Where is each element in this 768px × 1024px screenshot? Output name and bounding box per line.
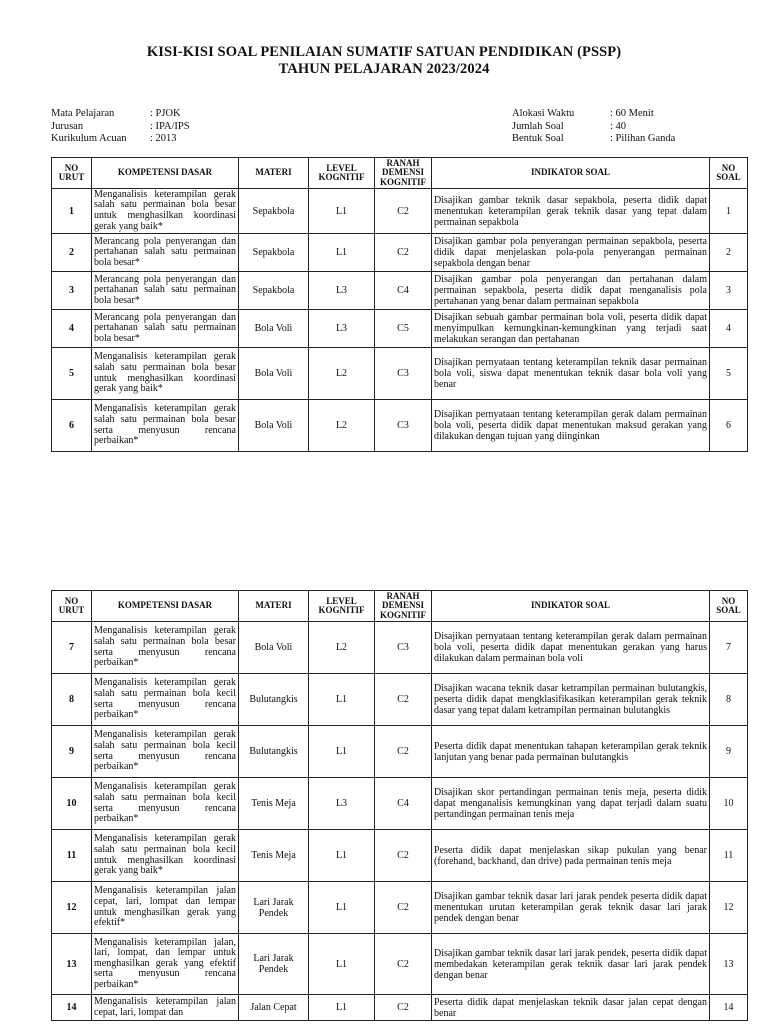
table-row — [52, 400, 748, 452]
indikator-soal: Peserta didik dapat menjelaskan teknik dasar jalan cepat dengan benar — [432, 995, 710, 1021]
level-kognitif: L2 — [309, 622, 375, 674]
materi: Tenis Meja — [239, 830, 309, 882]
table-row — [52, 310, 748, 348]
header-no-soal: NO SOAL — [710, 158, 748, 189]
header-level: LEVEL KOGNITIF — [309, 591, 375, 622]
row-number: 1 — [52, 189, 92, 234]
header-no-urut: NO URUT — [52, 158, 92, 189]
meta-row — [51, 133, 190, 146]
meta-label: Jumlah Soal — [512, 120, 564, 132]
row-number: 12 — [52, 882, 92, 934]
no-soal: 14 — [710, 995, 748, 1021]
level-kognitif: L1 — [309, 189, 375, 234]
indikator-soal: Peserta didik dapat menjelaskan sikap pukulan yang benar (forehand, backhand, dan drive) pada permainan tenis meja — [432, 830, 710, 882]
materi: Jalan Cepat — [239, 995, 309, 1021]
ranah-kognitif: C4 — [375, 272, 432, 310]
indikator-soal: Disajikan gambar teknik dasar lari jarak pendek peserta didik dapat menentukan urutan keterampilan gerak teknik dasar lari jarak pendek dengan benar — [432, 882, 710, 934]
ranah-kognitif: C2 — [375, 726, 432, 778]
row-number: 6 — [52, 400, 92, 452]
indikator-soal: Disajikan gambar teknik dasar sepakbola, peserta didik dapat menentukan keterampilan gerak teknik dasar yang tepat dalam permainan sepakbola — [432, 189, 710, 234]
header-kompetensi: KOMPETENSI DASAR — [92, 158, 239, 189]
meta-row — [51, 108, 190, 121]
materi: Bulutangkis — [239, 674, 309, 726]
table-row — [52, 882, 748, 934]
header-kompetensi: KOMPETENSI DASAR — [92, 591, 239, 622]
document-title: KISI-KISI SOAL PENILAIAN SUMATIF SATUAN PENDIDIKAN (PSSP) — [146, 44, 622, 60]
header-no-urut: NO URUT — [52, 591, 92, 622]
row-number: 9 — [52, 726, 92, 778]
level-kognitif: L1 — [309, 830, 375, 882]
meta-row — [51, 121, 190, 134]
kompetensi-dasar: Menganalisis keterampilan jalan, lari, lompat, dan lempar untuk menghasilkan gerak yang efektif serta menyusun rencana perbaikan* — [92, 934, 239, 995]
row-number: 14 — [52, 995, 92, 1021]
header-level: LEVEL KOGNITIF — [309, 158, 375, 189]
ranah-kognitif: C3 — [375, 400, 432, 452]
materi: Bola Voli — [239, 400, 309, 452]
document-subtitle: TAHUN PELAJARAN 2023/2024 — [278, 61, 490, 77]
indikator-soal: Peserta didik dapat menentukan tahapan keterampilan gerak teknik lanjutan yang benar pada permainan bulutangkis — [432, 726, 710, 778]
row-number: 5 — [52, 348, 92, 400]
meta-label: Kurikulum Acuan — [51, 133, 127, 144]
table-row — [52, 622, 748, 674]
materi: Tenis Meja — [239, 778, 309, 830]
level-kognitif: L1 — [309, 882, 375, 934]
kompetensi-dasar: Menganalisis keterampilan jalan cepat, lari, lompat dan — [92, 995, 239, 1021]
meta-value: : PJOK — [150, 108, 181, 119]
level-kognitif: L1 — [309, 674, 375, 726]
kompetensi-dasar: Menganalisis keterampilan gerak salah satu permainan bola kecil serta menyusun rencana perbaikan* — [92, 726, 239, 778]
table-row — [52, 726, 748, 778]
ranah-kognitif: C3 — [375, 348, 432, 400]
meta-label: Mata Pelajaran — [51, 108, 115, 119]
row-number: 11 — [52, 830, 92, 882]
level-kognitif: L1 — [309, 234, 375, 272]
no-soal: 4 — [710, 310, 748, 348]
kompetensi-dasar: Menganalisis keterampilan jalan cepat, lari, lompat dan lempar untuk menghasilkan gerak yang efektif* — [92, 882, 239, 934]
no-soal: 10 — [710, 778, 748, 830]
materi: Bola Voli — [239, 622, 309, 674]
row-number: 10 — [52, 778, 92, 830]
kompetensi-dasar: Merancang pola penyerangan dan pertahanan salah satu permainan bola besar* — [92, 234, 239, 272]
ranah-kognitif: C3 — [375, 622, 432, 674]
ranah-kognitif: C2 — [375, 934, 432, 995]
kompetensi-dasar: Menganalisis keterampilan gerak salah satu permainan bola besar untuk menghasilkan koordinasi gerak yang baik* — [92, 189, 239, 234]
indikator-soal: Disajikan pernyataan tentang keterampilan gerak dalam permainan bola voli, peserta didik dapat menentukan maksud gerakan yang dilakukan dengan tujuan yang diinginkan — [432, 400, 710, 452]
materi: Lari Jarak Pendek — [239, 934, 309, 995]
meta-left — [51, 108, 190, 146]
meta-value: : 2013 — [150, 133, 177, 144]
meta-value: : IPA/IPS — [150, 120, 190, 132]
table-row — [52, 234, 748, 272]
kompetensi-dasar: Menganalisis keterampilan gerak salah satu permainan bola kecil untuk menghasilkan koordinasi gerak yang baik* — [92, 830, 239, 882]
level-kognitif: L2 — [309, 348, 375, 400]
no-soal: 3 — [710, 272, 748, 310]
ranah-kognitif: C2 — [375, 189, 432, 234]
indikator-soal: Disajikan pernyataan tentang keterampilan gerak dalam permainan bola voli, peserta didik dapat menentukan gerakan yang harus dilakukan dalam permainan bola voli — [432, 622, 710, 674]
indikator-soal: Disajikan pernyataan tentang keterampilan teknik dasar permainan bola voli, siswa dapat menentukan teknik dasar bola voli yang benar — [432, 348, 710, 400]
level-kognitif: L2 — [309, 400, 375, 452]
indikator-soal: Disajikan gambar teknik dasar lari jarak pendek, peserta didik dapat membedakan keterampilan gerak teknik dasar lari jarak pendek dengan benar — [432, 934, 710, 995]
header-materi: MATERI — [239, 158, 309, 189]
materi: Lari Jarak Pendek — [239, 882, 309, 934]
ranah-kognitif: C2 — [375, 995, 432, 1021]
indikator-soal: Disajikan wacana teknik dasar ketrampilan permainan bulutangkis, peserta didik dapat mengklasifikasikan keterampilan gerak teknik dasar yang tepat dalam ketrampilan permainan bulutangkis — [432, 674, 710, 726]
meta-row — [512, 121, 675, 134]
no-soal: 7 — [710, 622, 748, 674]
meta-value: : Pilihan Ganda — [610, 133, 676, 144]
indikator-soal: Disajikan skor pertandingan permainan tenis meja, peserta didik dapat menganalisis kemungkinan yang dapat terjadi dalam suatu pertandingan permainan tenis meja — [432, 778, 710, 830]
header-no-soal: NO SOAL — [710, 591, 748, 622]
table-row — [52, 934, 748, 995]
table-row — [52, 674, 748, 726]
materi: Bola Voli — [239, 310, 309, 348]
no-soal: 5 — [710, 348, 748, 400]
kompetensi-dasar: Menganalisis keterampilan gerak salah satu permainan bola kecil serta menyusun rencana perbaikan* — [92, 674, 239, 726]
table-row — [52, 272, 748, 310]
kompetensi-dasar: Menganalisis keterampilan gerak salah satu permainan bola kecil serta menyusun rencana perbaikan* — [92, 778, 239, 830]
meta-label: Jurusan — [51, 120, 84, 132]
meta-row — [512, 133, 675, 146]
header-ranah: RANAH DEMENSI KOGNITIF — [375, 158, 432, 189]
level-kognitif: L3 — [309, 310, 375, 348]
kompetensi-dasar: Merancang pola penyerangan dan pertahanan salah satu permainan bola besar* — [92, 272, 239, 310]
meta-value: : 60 Menit — [610, 108, 654, 119]
indikator-soal: Disajikan gambar pola penyerangan dan pertahanan dalam permainan sepakbola, peserta didik dapat menganalisis pola pertahanan yang benar dalam permainan sepakbola — [432, 272, 710, 310]
ranah-kognitif: C4 — [375, 778, 432, 830]
meta-value: : 40 — [610, 120, 627, 132]
materi: Bola Voli — [239, 348, 309, 400]
kompetensi-dasar: Menganalisis keterampilan gerak salah satu permainan bola besar serta menyusun rencana perbaikan* — [92, 622, 239, 674]
level-kognitif: L1 — [309, 934, 375, 995]
table-row — [52, 348, 748, 400]
kompetensi-dasar: Menganalisis keterampilan gerak salah satu permainan bola besar untuk menghasilkan koordinasi gerak yang baik* — [92, 348, 239, 400]
no-soal: 9 — [710, 726, 748, 778]
meta-label: Alokasi Waktu — [512, 108, 575, 119]
no-soal: 13 — [710, 934, 748, 995]
kompetensi-dasar: Menganalisis keterampilan gerak salah satu permainan bola besar serta menyusun rencana perbaikan* — [92, 400, 239, 452]
ranah-kognitif: C2 — [375, 830, 432, 882]
meta-row — [512, 108, 675, 121]
row-number: 3 — [52, 272, 92, 310]
header-ranah: RANAH DEMENSI KOGNITIF — [375, 591, 432, 622]
no-soal: 12 — [710, 882, 748, 934]
meta-right — [512, 108, 675, 146]
table-row — [52, 830, 748, 882]
row-number: 2 — [52, 234, 92, 272]
header-materi: MATERI — [239, 591, 309, 622]
no-soal: 8 — [710, 674, 748, 726]
ranah-kognitif: C2 — [375, 882, 432, 934]
materi: Sepakbola — [239, 272, 309, 310]
ranah-kognitif: C2 — [375, 674, 432, 726]
row-number: 8 — [52, 674, 92, 726]
ranah-kognitif: C5 — [375, 310, 432, 348]
level-kognitif: L3 — [309, 778, 375, 830]
kisi-table-1 — [51, 157, 748, 452]
header-indikator: INDIKATOR SOAL — [432, 591, 710, 622]
row-number: 7 — [52, 622, 92, 674]
row-number: 13 — [52, 934, 92, 995]
level-kognitif: L1 — [309, 995, 375, 1021]
indikator-soal: Disajikan sebuah gambar permainan bola voli, peserta didik dapat menyimpulkan kemungkinan-kemungkinan yang terjadi saat melakukan serangan dan pertahanan — [432, 310, 710, 348]
no-soal: 2 — [710, 234, 748, 272]
table-row — [52, 995, 748, 1021]
materi: Sepakbola — [239, 189, 309, 234]
kisi-table-2 — [51, 590, 748, 1021]
kompetensi-dasar: Merancang pola penyerangan dan pertahanan salah satu permainan bola besar* — [92, 310, 239, 348]
materi: Sepakbola — [239, 234, 309, 272]
materi: Bulutangkis — [239, 726, 309, 778]
row-number: 4 — [52, 310, 92, 348]
level-kognitif: L1 — [309, 726, 375, 778]
ranah-kognitif: C2 — [375, 234, 432, 272]
no-soal: 1 — [710, 189, 748, 234]
table-row — [52, 189, 748, 234]
meta-label: Bentuk Soal — [512, 133, 564, 144]
no-soal: 6 — [710, 400, 748, 452]
no-soal: 11 — [710, 830, 748, 882]
indikator-soal: Disajikan gambar pola penyerangan permainan sepakbola, peserta didik dapat menjelaskan pola-pola penyerangan permainan sepakbola dengan benar — [432, 234, 710, 272]
table-row — [52, 778, 748, 830]
level-kognitif: L3 — [309, 272, 375, 310]
header-indikator: INDIKATOR SOAL — [432, 158, 710, 189]
